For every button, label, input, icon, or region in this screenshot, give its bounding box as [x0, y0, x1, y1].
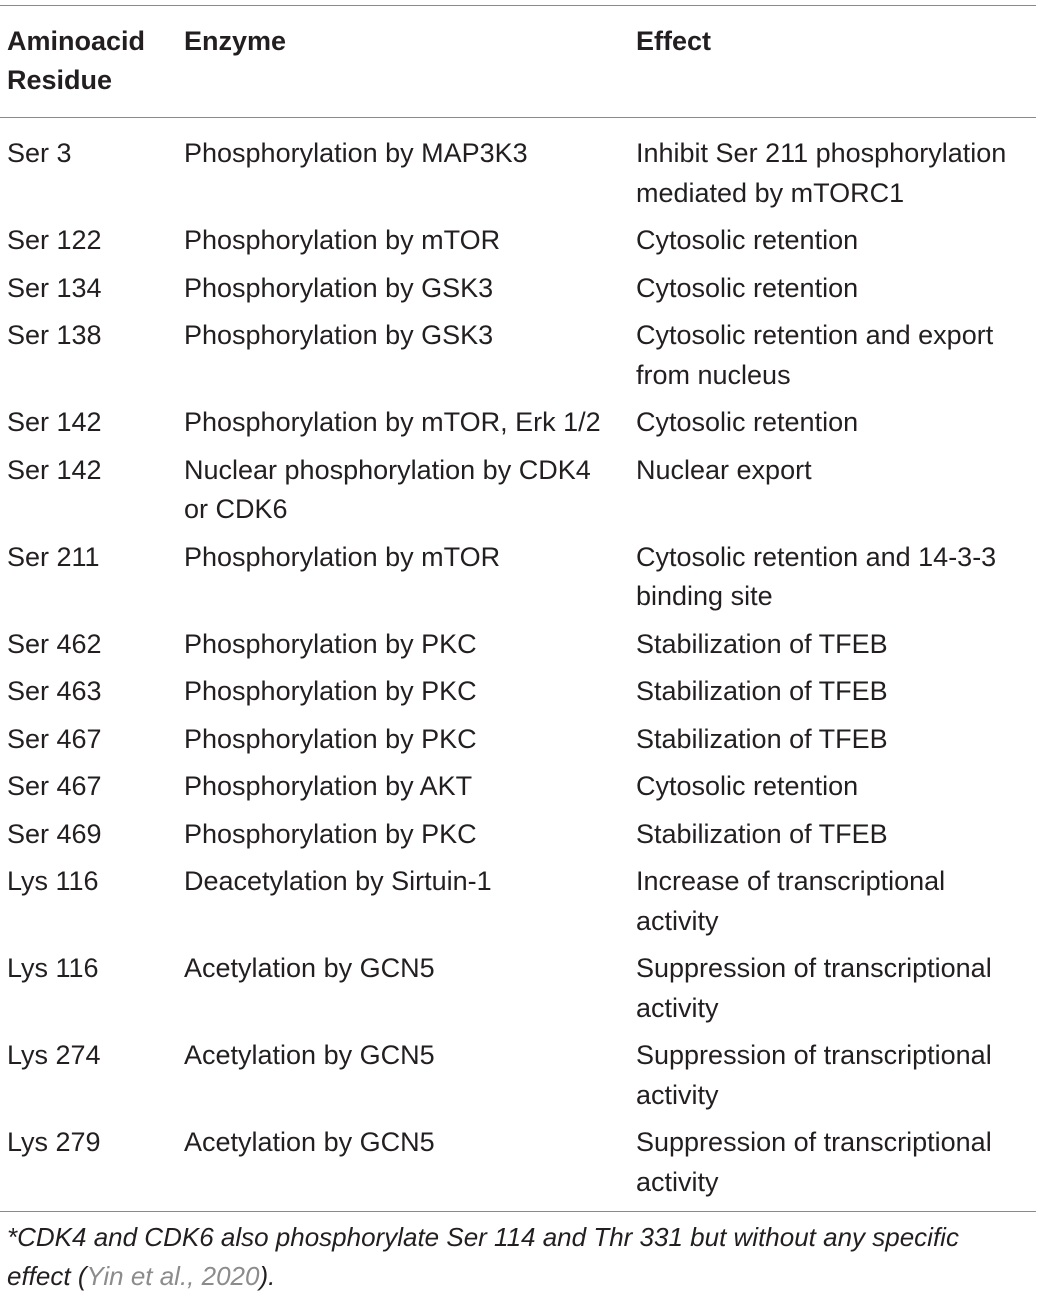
cell-effect: activity [636, 1079, 719, 1110]
cell-enzyme: Phosphorylation by PKC [184, 818, 477, 849]
cell-effect: mediated by mTORC1 [636, 177, 905, 208]
cell-effect: Stabilization of TFEB [636, 723, 888, 754]
cell-enzyme: Phosphorylation by PKC [184, 628, 477, 659]
cell-effect: Suppression of transcriptional [636, 1127, 992, 1157]
cell-effect: Cytosolic retention [636, 407, 859, 437]
footnote-line1: *CDK4 and CDK6 also phosphorylate Ser 114 and Thr 331 but without any specific [7, 1222, 959, 1252]
cell-effect: from nucleus [636, 359, 791, 390]
cell-enzyme: or CDK6 [184, 494, 288, 524]
cell-enzyme: Deacetylation by Sirtuin-1 [184, 866, 492, 896]
cell-residue: Lys 274 [7, 1040, 101, 1070]
cell-residue: Ser 463 [7, 676, 102, 706]
cell-effect: Cytosolic retention [636, 272, 859, 303]
cell-enzyme: Nuclear phosphorylation by CDK4 [184, 454, 591, 485]
cell-effect: Cytosolic retention [636, 771, 859, 801]
cell-residue: Ser 211 [7, 541, 100, 572]
cell-effect: activity [636, 905, 719, 936]
cell-enzyme: Phosphorylation by mTOR [184, 541, 501, 572]
footnote-citation-link[interactable]: Yin et al., 2020 [86, 1261, 260, 1291]
header-residue-line2: Residue [7, 65, 113, 95]
cell-enzyme: Phosphorylation by GSK3 [184, 320, 494, 350]
cell-residue: Ser 462 [7, 628, 102, 659]
cell-residue: Ser 467 [7, 771, 102, 801]
cell-effect: Increase of transcriptional [636, 866, 946, 896]
table-top-rule [0, 5, 1036, 6]
cell-effect: activity [636, 992, 719, 1023]
footnote-line2 [7, 1257, 1037, 1296]
header-effect: Effect [636, 26, 712, 56]
cell-effect: Nuclear export [636, 454, 812, 485]
cell-enzyme: Acetylation by GCN5 [184, 953, 435, 983]
cell-effect: Stabilization of TFEB [636, 818, 888, 849]
header-residue-line1: Aminoacid [7, 26, 146, 56]
header-enzyme: Enzyme [184, 26, 287, 56]
cell-effect: binding site [636, 581, 773, 611]
footnote-post: ). [259, 1261, 276, 1291]
table-footnote [7, 1218, 1037, 1296]
cell-residue: Ser 467 [7, 723, 102, 754]
header-rule [0, 117, 1036, 118]
cell-residue: Lys 116 [7, 953, 99, 983]
cell-residue: Ser 138 [7, 320, 102, 350]
cell-enzyme: Phosphorylation by PKC [184, 723, 477, 754]
footnote-pre: effect ( [7, 1261, 87, 1291]
cell-residue: Ser 142 [7, 454, 102, 485]
cell-enzyme: Phosphorylation by mTOR, Erk 1/2 [184, 407, 601, 437]
cell-residue: Ser 3 [7, 138, 72, 168]
cell-effect: Suppression of transcriptional [636, 1040, 992, 1070]
cell-enzyme: Phosphorylation by PKC [184, 676, 477, 706]
table-bottom-rule [0, 1211, 1036, 1212]
cell-effect: Suppression of transcriptional [636, 953, 992, 983]
cell-residue: Ser 134 [7, 272, 102, 303]
cell-enzyme: Acetylation by GCN5 [184, 1127, 435, 1157]
cell-effect: Stabilization of TFEB [636, 676, 888, 706]
cell-residue: Lys 279 [7, 1127, 101, 1157]
cell-residue: Ser 142 [7, 407, 102, 437]
cell-residue: Ser 122 [7, 225, 102, 255]
cell-enzyme: Phosphorylation by MAP3K3 [184, 138, 528, 168]
cell-effect: Cytosolic retention [636, 225, 859, 255]
cell-effect: activity [636, 1166, 719, 1197]
cell-enzyme: Phosphorylation by mTOR [184, 225, 501, 255]
cell-effect: Inhibit Ser 211 phosphorylation [636, 138, 1007, 168]
cell-effect: Cytosolic retention and 14-3-3 [636, 541, 997, 572]
cell-effect: Stabilization of TFEB [636, 628, 888, 659]
cell-enzyme: Acetylation by GCN5 [184, 1040, 435, 1070]
cell-residue: Ser 469 [7, 818, 102, 849]
cell-residue: Lys 116 [7, 866, 99, 896]
cell-enzyme: Phosphorylation by AKT [184, 771, 473, 801]
cell-enzyme: Phosphorylation by GSK3 [184, 272, 494, 303]
cell-effect: Cytosolic retention and export [636, 320, 994, 350]
